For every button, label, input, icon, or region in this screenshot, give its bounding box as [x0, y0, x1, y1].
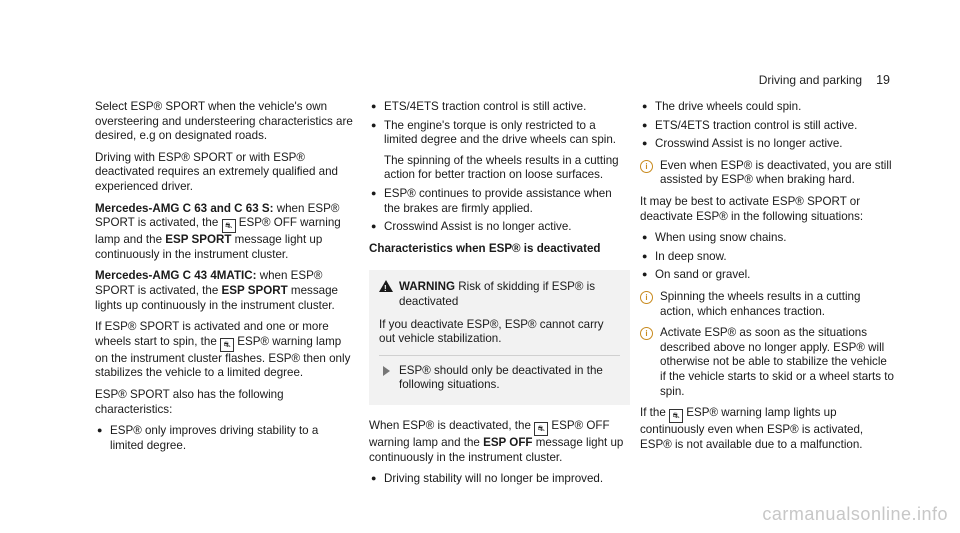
esp-lamp-icon: ⛐ — [220, 338, 234, 352]
display-message: ESP SPORT — [165, 233, 232, 247]
subheading: Characteristics when ESP® is deactivated — [369, 241, 601, 255]
bullet-list — [369, 100, 630, 235]
info-icon: i — [640, 291, 653, 304]
esp-off-lamp-icon: ⛐ — [534, 422, 548, 436]
list-item: ● ETS/4ETS traction control is still active. — [640, 119, 895, 134]
list-item: ● When using snow chains. — [640, 231, 895, 246]
list-item: ● ETS/4ETS traction control is still active. — [369, 100, 630, 115]
list-item: ● The drive wheels could spin. — [640, 100, 895, 115]
info-icon: i — [640, 327, 653, 340]
warning-triangle-icon: ! — [379, 280, 393, 292]
esp-lamp-icon: ⛐ — [669, 409, 683, 423]
warning-label: WARNING — [399, 280, 456, 294]
page-header — [759, 73, 890, 87]
info-icon: i — [640, 160, 653, 173]
paragraph: ESP® SPORT also has the following characteristics: — [95, 387, 284, 416]
paragraph: Select ESP® SPORT when the vehicle's own oversteering and understeering characteristics are desired, e.g on designated roads. — [95, 100, 353, 143]
bullet-list — [640, 100, 895, 152]
bullet-list — [640, 231, 895, 283]
paragraph: Mercedes-AMG C 43 4MATIC: when ESP® SPORT is activated, the ESP SPORT message lights up continuously in the instrument cluster. — [95, 269, 338, 312]
info-note: i Even when ESP® is deactivated, you are still assisted by ESP® when braking hard. — [640, 159, 895, 188]
display-message: ESP SPORT — [221, 283, 288, 297]
list-item: ● The engine's torque is only restricted to a limited degree and the drive wheels can spin. The spinning of the wheels results in a cutting action for better traction on loose surfaces. — [369, 119, 630, 183]
divider — [379, 355, 620, 356]
warning-action: ESP® should only be deactivated in the following situations. — [399, 363, 603, 392]
column-1 — [95, 100, 353, 460]
action-arrow-icon — [383, 366, 390, 376]
bullet-list — [369, 472, 630, 487]
esp-off-lamp-icon: ⛐ — [222, 219, 236, 233]
info-note: i Spinning the wheels results in a cutting action, which enhances traction. — [640, 290, 895, 319]
list-item: ● Crosswind Assist is no longer active. — [640, 137, 895, 152]
column-2 — [369, 100, 630, 494]
watermark: carmanualsonline.info — [762, 504, 948, 524]
list-item: ● Driving stability will no longer be improved. — [369, 472, 630, 487]
section-title: Driving and parking — [758, 73, 863, 87]
paragraph: If ESP® SPORT is activated and one or more wheels start to spin, the ⛐ ESP® warning lamp on the instrument cluster flashes. ESP® then only stabilizes the vehicle to a limited degree. — [95, 320, 351, 380]
list-item: ● ESP® continues to provide assistance when the brakes are firmly applied. — [369, 187, 630, 216]
display-message: ESP OFF — [483, 435, 533, 449]
paragraph: It may be best to activate ESP® SPORT or deactivate ESP® in the following situations: — [640, 194, 864, 223]
list-item: ● ESP® only improves driving stability to a limited degree. — [95, 424, 353, 453]
paragraph: If the ⛐ ESP® warning lamp lights up continuously even when ESP® is activated, ESP® is not available due to a malfunction. — [640, 406, 864, 451]
info-note: i Activate ESP® as soon as the situations described above no longer apply. ESP® will otherwise not be able to stabilize the vehicle if the vehicle starts to skid or a wheel starts to spin. — [640, 326, 895, 399]
column-3 — [640, 100, 895, 459]
page-number: 19 — [876, 73, 890, 87]
model-heading: Mercedes-AMG C 43 4MATIC: — [95, 269, 257, 283]
paragraph: When ESP® is deactivated, the ⛐ ESP® OFF warning lamp and the ESP OFF message light up continuously in the instrument cluster. — [369, 418, 624, 464]
list-item: ● In deep snow. — [640, 250, 895, 265]
warning-box: ! WARNING Risk of skidding if ESP® is deactivated If you deactivate ESP®, ESP® cannot carry out vehicle stabilization. ESP® should only be deactivated in the following situations. — [369, 270, 630, 405]
list-item: ● On sand or gravel. — [640, 268, 895, 283]
list-item: ● Crosswind Assist is no longer active. — [369, 220, 630, 235]
paragraph: Mercedes-AMG C 63 and C 63 S: when ESP® SPORT is activated, the ⛐ ESP® OFF warning lamp and the ESP SPORT message light up continuously in the instrument cluster. — [95, 201, 341, 261]
warning-body: If you deactivate ESP®, ESP® cannot carry out vehicle stabilization. — [379, 317, 604, 346]
model-heading: Mercedes-AMG C 63 and C 63 S: — [95, 201, 274, 215]
bullet-list — [95, 424, 353, 453]
paragraph: Driving with ESP® SPORT or with ESP® deactivated requires an extremely qualified and experienced driver. — [95, 150, 338, 193]
